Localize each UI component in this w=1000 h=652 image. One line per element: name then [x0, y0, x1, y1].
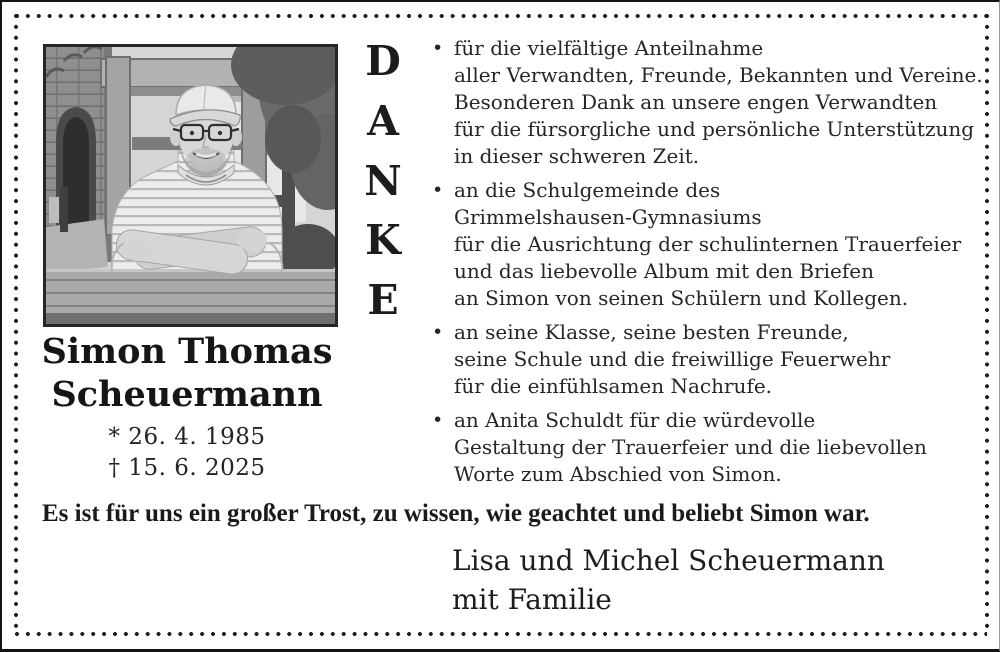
- bullet-icon: •: [432, 409, 444, 431]
- thanks-item-text: für die vielfältige Anteilnahme aller Verwandten, Freunde, Bekannten und Vereine. Besonderen Dank an unsere engen Verwandten für die fürsorgliche und persönliche Unterstützung in dieser schweren Zeit.: [454, 36, 983, 168]
- danke-vertical-heading: [358, 37, 408, 324]
- danke-letter: K: [365, 216, 401, 265]
- deceased-name-line2: Scheuermann: [51, 374, 323, 415]
- birth-date: * 26. 4. 1985: [108, 424, 266, 450]
- dotted-border-bottom: [14, 631, 987, 637]
- bullet-icon: •: [432, 321, 444, 343]
- danke-letter: A: [367, 96, 399, 145]
- signature-line2: mit Familie: [452, 583, 612, 616]
- bullet-icon: •: [432, 179, 444, 201]
- deceased-name-line1: Simon Thomas: [41, 331, 333, 372]
- thanks-item: [432, 407, 984, 488]
- portrait-photo: [43, 44, 338, 327]
- bullet-icon: •: [432, 37, 444, 59]
- thanks-item-text: an die Schulgemeinde des Grimmelshausen-Gymnasiums für die Ausrichtung der schulinternen Trauerfeier und das liebevolle Album mit den Briefen an Simon von seinen Schülern und Kollegen.: [454, 178, 962, 310]
- deceased-name: [26, 330, 348, 416]
- signature-block: [452, 541, 972, 619]
- thanks-item: [432, 319, 984, 400]
- danke-letter: N: [364, 156, 402, 205]
- portrait-illustration: [46, 47, 335, 324]
- thanks-item: [432, 35, 984, 170]
- thanks-list: [432, 35, 984, 495]
- life-dates: [26, 422, 348, 484]
- signature-line1: Lisa und Michel Scheuermann: [452, 544, 885, 577]
- danke-letter: D: [365, 37, 401, 85]
- danke-letter: E: [367, 276, 399, 324]
- thanks-item-text: an Anita Schuldt für die würdevolle Gestaltung der Trauerfeier und die liebevollen Worte zum Abschied von Simon.: [454, 408, 927, 486]
- dotted-border-left: [13, 13, 19, 635]
- death-date: † 15. 6. 2025: [108, 455, 266, 481]
- dotted-border-right: [984, 13, 990, 635]
- thanks-item-text: an seine Klasse, seine besten Freunde, seine Schule und die freiwillige Feuerwehr für die einfühlsamen Nachrufe.: [454, 320, 891, 398]
- closing-sentence: Es ist für uns ein großer Trost, zu wissen, wie geachtet und beliebt Simon war.: [42, 500, 870, 527]
- thanks-item: [432, 177, 984, 312]
- dotted-border-top: [14, 13, 987, 19]
